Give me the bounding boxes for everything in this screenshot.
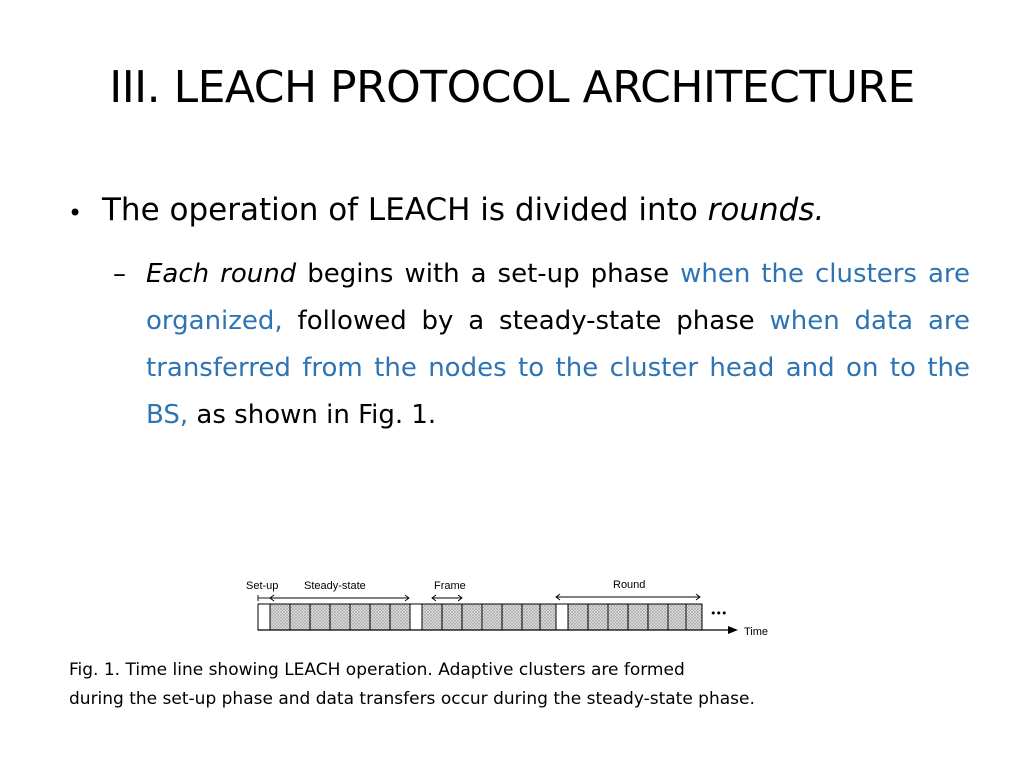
- sub-text-italic: Each round: [146, 259, 297, 289]
- label-frame: Frame: [434, 580, 466, 592]
- bullet-text: [102, 191, 824, 235]
- timeline-label-arrows: [258, 594, 700, 601]
- label-setup: Set-up: [246, 580, 279, 592]
- bullet-text-emphasis: rounds.: [707, 192, 825, 228]
- label-steady-state: Steady-state: [304, 580, 366, 592]
- bullet-marker: •: [68, 199, 83, 227]
- sub-text-plain-1: begins with a set-up phase: [296, 259, 681, 289]
- caption-line-1: Fig. 1. Time line showing LEACH operation. Adaptive clusters are formed: [69, 660, 685, 680]
- figure-caption: [69, 656, 969, 714]
- sub-bullet-item: [113, 251, 970, 439]
- sub-text-plain-3: as shown in Fig. 1.: [188, 400, 437, 430]
- label-round: Round: [613, 579, 646, 591]
- sub-bullet-text: [146, 251, 970, 439]
- continuation-dots: •••: [710, 607, 727, 620]
- sub-text-plain-2: followed by a steady-state phase: [282, 306, 770, 336]
- caption-line-2: during the set-up phase and data transfers occur during the steady-state phase.: [69, 689, 755, 709]
- sub-text-highlight-1: when the clusters are organized,: [146, 259, 970, 336]
- slide-title: III. LEACH PROTOCOL ARCHITECTURE: [109, 62, 915, 113]
- leach-timeline-figure: [244, 575, 780, 639]
- bullet-item: [60, 191, 990, 235]
- sub-bullet-marker: –: [113, 259, 126, 289]
- sub-text-highlight-2: when data are transferred from the nodes to the cluster head and on to the BS,: [146, 306, 970, 430]
- timeline-bar: [258, 604, 702, 630]
- bullet-text-main: The operation of LEACH is divided into: [102, 192, 708, 228]
- label-time: Time: [744, 626, 769, 638]
